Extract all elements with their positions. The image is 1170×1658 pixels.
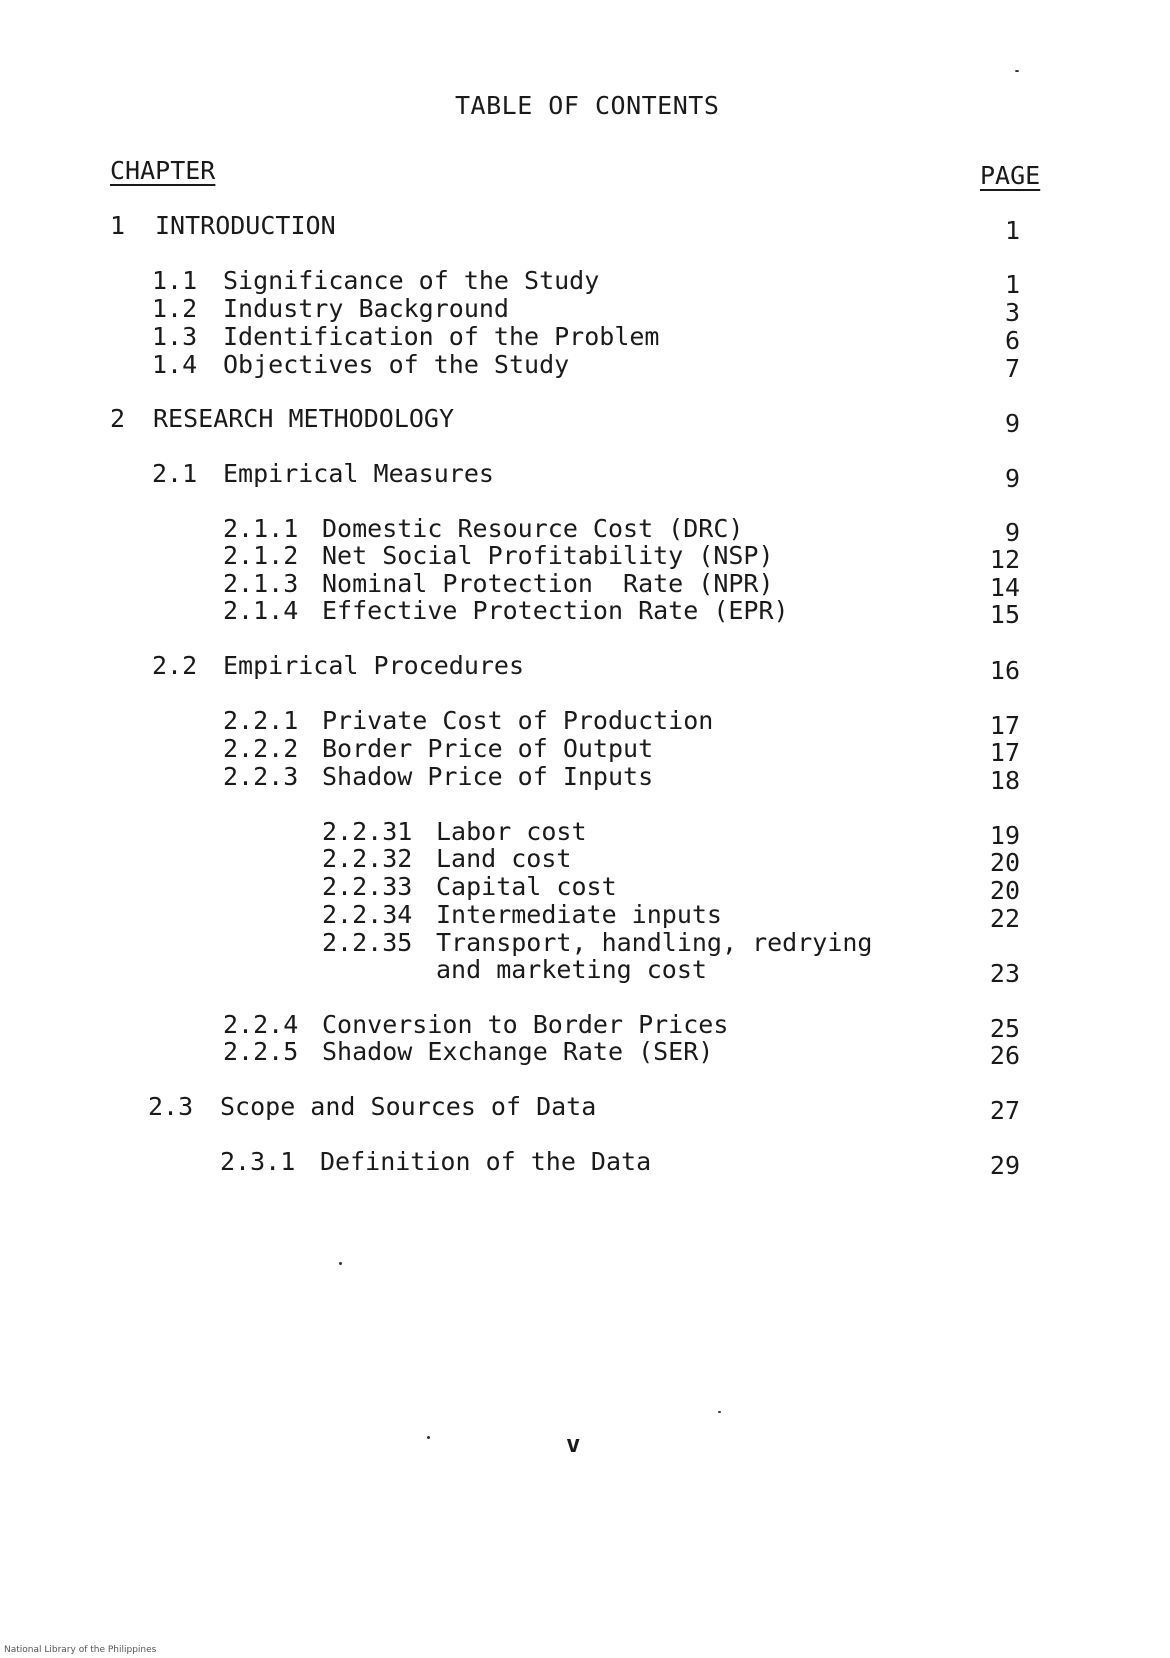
toc-entry-page: 9 (1004, 464, 1020, 493)
toc-entry-title-continued: and marketing cost (436, 955, 707, 984)
toc-entry-number: 2.2.4 (223, 1010, 299, 1039)
toc-entry-title: Intermediate inputs (436, 900, 722, 929)
toc-entry-page: 29 (989, 1151, 1020, 1180)
toc-entry-page: 25 (989, 1014, 1020, 1043)
toc-entry-page: 17 (989, 711, 1020, 740)
toc-entry-page: 9 (1004, 409, 1020, 438)
toc-entry-page: 17 (989, 738, 1020, 767)
toc-entry-title: Shadow Price of Inputs (322, 762, 654, 791)
toc-entry-title: Industry Background (223, 294, 509, 323)
toc-entry-page: 16 (989, 656, 1020, 685)
toc-entry-page: 9 (1004, 518, 1020, 547)
scan-speck (427, 1436, 430, 1439)
toc-entry-title: Empirical Procedures (223, 651, 525, 680)
toc-entry-page: 19 (989, 821, 1020, 850)
toc-entry-number: 1.4 (152, 350, 198, 379)
toc-entry-number: 2.2.5 (223, 1037, 299, 1066)
toc-entry-page: 27 (989, 1096, 1020, 1125)
toc-entry-page: 15 (989, 600, 1020, 629)
toc-entry-number: 2.2.3 (223, 762, 299, 791)
toc-entry-page: 20 (989, 876, 1020, 905)
toc-entry-title: Effective Protection Rate (EPR) (322, 596, 789, 625)
toc-entry-number: 2.1.4 (223, 596, 299, 625)
page-folio: v (566, 1430, 581, 1458)
toc-entry-title: Private Cost of Production (322, 706, 714, 735)
toc-entry-title: Transport, handling, redrying (436, 928, 873, 957)
toc-entry-number: 1.2 (152, 294, 198, 323)
scan-speck (1015, 70, 1019, 72)
toc-entry-number: 2.2.32 (322, 844, 413, 873)
library-footer: National Library of the Philippines (4, 1645, 157, 1655)
toc-entry-number: 2.2.1 (223, 706, 299, 735)
toc-entry-title: Nominal Protection Rate (NPR) (322, 569, 774, 598)
toc-entry-number: 2.2 (152, 651, 198, 680)
scan-speck (339, 1262, 342, 1265)
toc-entry-title: Identification of the Problem (223, 322, 660, 351)
toc-entry-number: 2.3 (148, 1092, 194, 1121)
toc-entry-page: 1 (1004, 270, 1020, 299)
toc-entry-title: Shadow Exchange Rate (SER) (322, 1037, 714, 1066)
toc-entry-title: Objectives of the Study (223, 350, 570, 379)
toc-entry-title: Significance of the Study (223, 266, 600, 295)
toc-entry-number: 1.3 (152, 322, 198, 351)
toc-entry-page: 20 (989, 848, 1020, 877)
toc-entry-page: 23 (989, 959, 1020, 988)
toc-entry-number: 2.2.2 (223, 734, 299, 763)
toc-entry-number: 2.1.1 (223, 514, 299, 543)
toc-entry-number: 1 (110, 211, 126, 240)
scan-speck (718, 1411, 721, 1413)
toc-entry-title: Scope and Sources of Data (220, 1092, 597, 1121)
toc-entry-number: 2.3.1 (220, 1147, 296, 1176)
toc-entry-page: 3 (1004, 298, 1020, 327)
toc-entry-page: 7 (1004, 354, 1020, 383)
toc-entry-page: 14 (989, 573, 1020, 602)
toc-entry-title: Land cost (436, 844, 572, 873)
toc-entry-title: Border Price of Output (322, 734, 654, 763)
toc-entry-title: Labor cost (436, 817, 587, 846)
toc-entry-number: 2.2.35 (322, 928, 413, 957)
toc-entry-title: RESEARCH METHODOLOGY (153, 404, 455, 433)
toc-entry-number: 2 (110, 404, 126, 433)
chapter-heading: CHAPTER (110, 156, 216, 185)
toc-entry-page: 6 (1004, 326, 1020, 355)
toc-entry-title: Conversion to Border Prices (322, 1010, 729, 1039)
toc-entry-title: Empirical Measures (223, 459, 494, 488)
toc-entry-page: 26 (989, 1041, 1020, 1070)
toc-entry-page: 18 (989, 766, 1020, 795)
toc-entry-number: 2.1 (152, 459, 198, 488)
toc-entry-page: 1 (1004, 216, 1020, 245)
toc-entry-title: Definition of the Data (320, 1147, 652, 1176)
toc-entry-number: 1.1 (152, 266, 198, 295)
page-heading: PAGE (980, 161, 1041, 190)
toc-entry-number: 2.2.33 (322, 872, 413, 901)
page-title: TABLE OF CONTENTS (455, 91, 720, 120)
toc-entry-number: 2.1.2 (223, 541, 299, 570)
toc-entry-title: INTRODUCTION (155, 211, 336, 240)
toc-entry-number: 2.2.31 (322, 817, 413, 846)
toc-entry-page: 22 (989, 904, 1020, 933)
toc-entry-title: Domestic Resource Cost (DRC) (322, 514, 744, 543)
toc-entry-page: 12 (989, 545, 1020, 574)
toc-entry-number: 2.2.34 (322, 900, 413, 929)
toc-entry-title: Net Social Profitability (NSP) (322, 541, 774, 570)
toc-entry-number: 2.1.3 (223, 569, 299, 598)
toc-entry-title: Capital cost (436, 872, 617, 901)
